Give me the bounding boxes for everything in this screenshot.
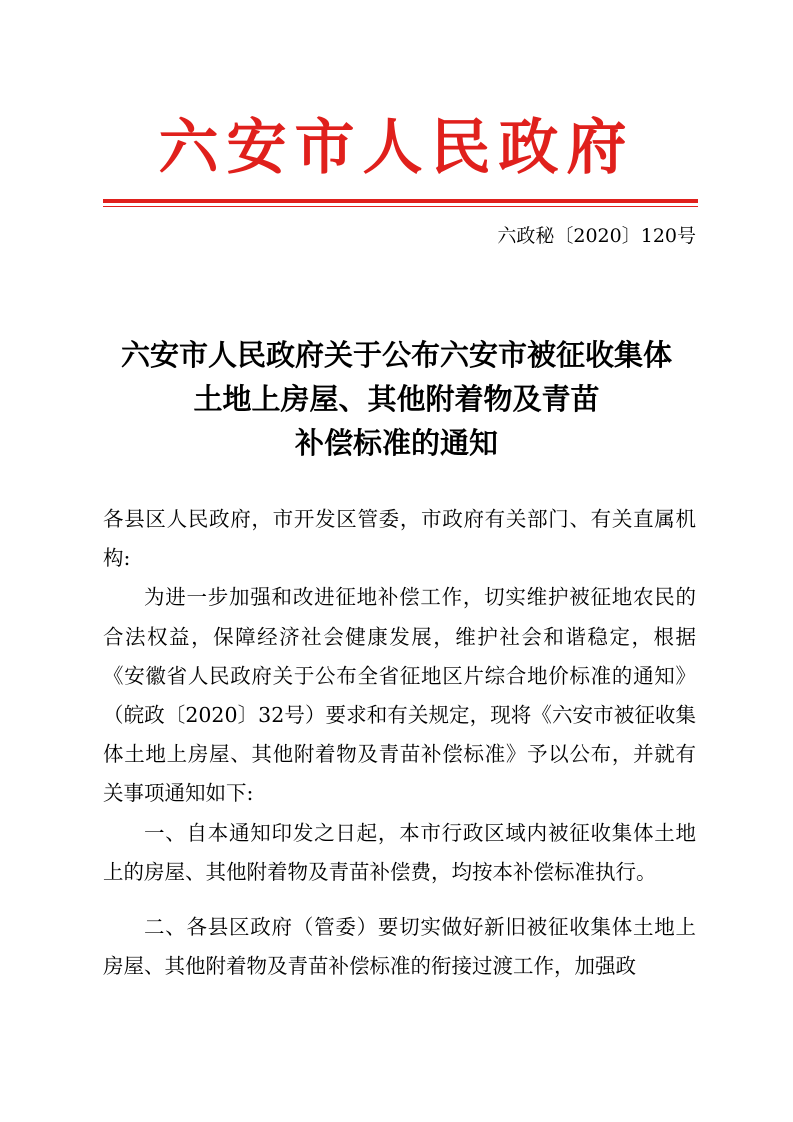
document-title [0,333,793,465]
salutation: 各县区人民政府，市开发区管委，市政府有关部门、有关直属机构: [103,507,696,571]
title-line-3: 补偿标准的通知 [294,426,498,460]
issuer-masthead: 六安市人民政府 [158,113,635,183]
paragraph-2: 一、自本通知印发之日起，本市行政区域内被征收集体土地上的房屋、其他附着物及青苗补偿费，均按本补偿标准执行。 [103,820,696,884]
title-line-2: 土地上房屋、其他附着物及青苗 [193,382,600,416]
red-divider-thin [103,206,698,207]
document-body [103,500,696,986]
title-line-1: 六安市人民政府关于公布六安市被征收集体 [120,338,672,372]
paragraph-3: 二、各县区政府（管委）要切实做好新旧被征收集体土地上房屋、其他附着物及青苗补偿标准的衔接过渡工作，加强政 [103,915,696,979]
document-number: 六政秘〔2020〕120号 [497,225,696,247]
paragraph-1: 为进一步加强和改进征地补偿工作，切实维护被征地农民的合法权益，保障经济社会健康发展，维护社会和谐稳定，根据《安徽省人民政府关于公布全省征地区片综合地价标准的通知》（皖政〔2020〕32号）要求和有关规定，现将《六安市被征收集体土地上房屋、其他附着物及青苗补偿标准》予以公布，并就有关事项通知如下: [103,585,696,806]
red-divider-thick [103,199,698,203]
